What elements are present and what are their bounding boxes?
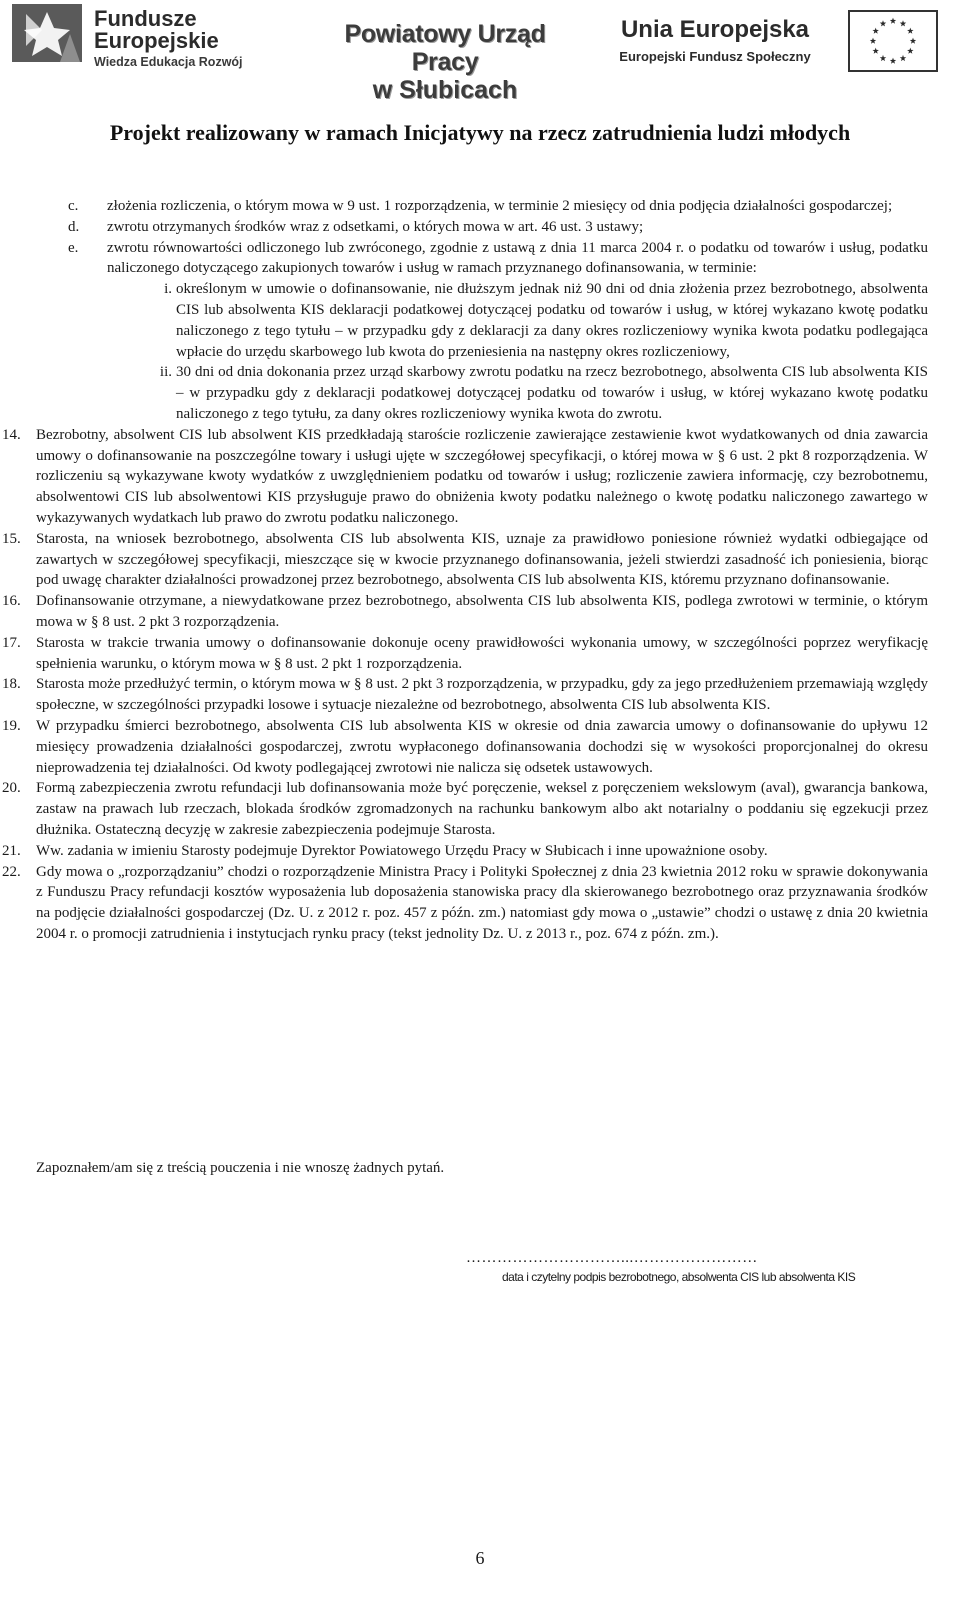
acknowledgement-statement: Zapoznałem/am się z treścią pouczenia i nie wnoszę żadnych pytań. [36, 1160, 445, 1176]
paragraph-text: Formą zabezpieczenia zwrotu refundacji lub dofinansowania może być poręczenie, weksel z poręczeniem wekslowym (aval), gwarancja bankowa, zastaw na prawach lub rzeczach, blokada środków zgromadzonych na rachunku bankowym albo akt notarialny o poddaniu się egzekucji przez dłużnika. Ostateczną decyzję w zakresie zabezpieczenia podejmuje Starosta. [36, 780, 928, 838]
page-number: 6 [475, 1548, 485, 1568]
sub-item-e [36, 238, 928, 280]
header-logos [0, 0, 960, 104]
pup-line-1: Powiatowy Urząd Pracy [344, 20, 546, 76]
roman-item-label: ii. [159, 364, 172, 381]
sub-item-text: zwrotu otrzymanych środków wraz z odsetkami, o których mowa w art. 46 ust. 3 ustawy; [107, 218, 644, 235]
paragraph-14 [2, 425, 928, 529]
paragraph-18 [2, 674, 928, 716]
paragraph-number: 22. [2, 863, 21, 880]
paragraph-number: 15. [2, 530, 21, 547]
paragraph-number: 14. [2, 426, 21, 443]
paragraph-number: 16. [2, 593, 21, 610]
signature-line: …………………………...…………………… [466, 1250, 758, 1266]
paragraph-number: 20. [2, 780, 21, 797]
fe-line-1: Fundusze [94, 6, 197, 31]
sub-item-label: e. [68, 239, 79, 256]
paragraph-22 [2, 862, 928, 945]
ue-subtitle: Europejski Fundusz Społeczny [619, 49, 811, 64]
paragraph-text: Dofinansowanie otrzymane, a niewydatkowane przez bezrobotnego, absolwenta CIS lub absolwenta KIS, podlega zwrotowi w terminie, o którym mowa w § 8 ust. 2 pkt 3 rozporządzenia. [36, 593, 928, 630]
paragraph-21 [2, 841, 928, 862]
sub-item-text: zwrotu równowartości odliczonego lub zwróconego, zgodnie z ustawą z dnia 11 marca 2004 r. o podatku od towarów i usług, podatku naliczonego dotyczącego zakupionych towarów i usług w ramach przyznanego dofinansowania, w terminie: [107, 239, 928, 277]
fe-line-2: Europejskie [94, 28, 219, 53]
paragraph-text: Starosta w trakcie trwania umowy o dofinansowanie dokonuje oceny prawidłowości wykonania umowy, w szczególności poprzez weryfikację spełnienia warunku, o którym mowa w § 8 ust. 2 pkt 1 rozporządzenia. [36, 634, 928, 672]
roman-item-i [36, 279, 928, 362]
roman-item-text: 30 dni od dnia dokonania przez urząd skarbowy zwrotu podatku na rzecz bezrobotnego, absolwenta CIS lub absolwenta KIS – w przypadku gdy z deklaracji podatkowej dotyczącej podatku od towarów i usług, w której wykazano kwotę podatku naliczonego z tego tytułu, za dany okres rozliczeniowy wynika kwota do zwrotu. [176, 364, 928, 422]
paragraph-17 [2, 633, 928, 675]
signature-caption: data i czytelny podpis bezrobotnego, absolwenta CIS lub absolwenta KIS [502, 1270, 856, 1284]
paragraph-text: Starosta może przedłużyć termin, o którym mowa w § 8 ust. 2 pkt 3 rozporządzenia, w przypadku, gdy za jego przedłużeniem przemawiają względy społeczne, w szczególności przypadki losowe i sytuacje niezależne od bezrobotnego, absolwenta CIS lub absolwenta KIS. [36, 676, 928, 714]
paragraph-number: 21. [2, 842, 21, 859]
sub-item-d [36, 217, 928, 238]
fe-star-logo-icon [12, 4, 82, 62]
roman-item-text: określonym w umowie o dofinansowanie, nie dłuższym jednak niż 90 dni od dnia złożenia przez bezrobotnego, absolwenta CIS lub absolwenta KIS deklaracji podatkowej dotyczącej podatku od towarów i usług, w której wykazano kwotę podatku naliczonego z tego tytułu – w przypadku gdy z deklaracji za dany okres rozliczeniowy wynika kwota podatku podlegająca wpłacie do urzędu skarbowego lub kwota do przeniesienia na następny okres rozliczeniowy, [176, 281, 928, 360]
project-title: Projekt realizowany w ramach Inicjatywy na rzecz zatrudnienia ludzi młodych [109, 120, 851, 145]
paragraph-number: 19. [2, 717, 21, 734]
pup-line-2: w Słubicach [372, 76, 518, 104]
sub-item-text: złożenia rozliczenia, o którym mowa w 9 ust. 1 rozporządzenia, w terminie 2 miesięcy od dnia podjęcia działalności gospodarczej; [107, 198, 893, 214]
paragraph-text: Ww. zadania w imieniu Starosty podejmuje Dyrektor Powiatowego Urzędu Pracy w Słubicach i inne upoważnione osoby. [36, 842, 768, 859]
paragraph-text: Starosta, na wniosek bezrobotnego, absolwenta CIS lub absolwenta KIS, uznaje za prawidłowo poniesione również wydatki odbiegające od zawartych w szczegółowej specyfikacji, mieszczące się w kwocie przyznanego dofinansowania, jeżeli stwierdzi zasadność ich poniesienia, biorąc pod uwagę charakter działalności prowadzonej przez bezrobotnego, absolwenta CIS lub absolwenta KIS, któremu przyznano dofinansowanie. [36, 530, 928, 589]
paragraph-15 [2, 529, 928, 591]
pup-slubice-logo [315, 20, 575, 104]
unia-europejska-logo [610, 10, 950, 80]
sub-item-c [36, 196, 928, 217]
ue-title: Unia Europejska [620, 16, 810, 43]
document-body [2, 196, 928, 945]
eu-flag-icon [848, 10, 938, 72]
roman-item-ii [36, 362, 928, 424]
paragraph-number: 18. [2, 676, 21, 693]
paragraph-text: Gdy mowa o „rozporządzaniu” chodzi o rozporządzenie Ministra Pracy i Polityki Społecznej z dnia 23 kwietnia 2012 roku w sprawie dokonywania z Funduszu Pracy refundacji kosztów wyposażenia lub doposażenia stanowiska pracy dla skierowanego bezrobotnego oraz przyznawania środków na podjęcie działalności gospodarczej (Dz. U. z 2012 r. poz. 457 z późn. zm.) natomiast gdy mowa o „ustawie” chodzi o ustawę z dnia 20 kwietnia 2004 r. o promocji zatrudnienia i instytucjach rynku pracy (tekst jednolity Dz. U. z 2013 r., poz. 674 z późn. zm.). [36, 863, 928, 942]
paragraph-text: Bezrobotny, absolwent CIS lub absolwent KIS przedkładają staroście rozliczenie zawierające zestawienie kwot wydatkowanych od dnia zawarcia umowy o dofinansowanie na poszczególne towary i usługi ujęte w szczegółowej specyfikacji, o której mowa w § 6 ust. 2 pkt 8 rozporządzenia. W rozliczeniu są wykazywane kwoty wydatków z uwzględnieniem podatku od towarów i usług; rozliczenie zawiera informację, czy bezrobotnemu, absolwentowi CIS lub absolwentowi KIS przysługuje prawo do obniżenia kwoty podatku należnego o kwotę podatku naliczonego zawartego w wykazywanych wydatkach lub prawo do zwrotu podatku naliczonego. [36, 426, 928, 526]
paragraph-16 [2, 591, 928, 633]
paragraph-text: W przypadku śmierci bezrobotnego, absolwenta CIS lub absolwenta KIS w okresie od dnia zawarcia umowy o dofinansowanie do upływu 12 miesięcy prowadzenia działalności gospodarczej, zwrotu wypłaconego dofinansowania dochodzi się w wysokości proporcjonalnej do okresu nieprowadzenia tej działalności. Od kwoty podlegającej zwrotowi nie nalicza się odsetek ustawowych. [36, 717, 928, 776]
paragraph-19 [2, 716, 928, 778]
fundusze-europejskie-logo [12, 2, 282, 88]
sub-item-label: c. [68, 198, 79, 214]
roman-item-label: i. [164, 281, 172, 298]
paragraph-20 [2, 778, 928, 840]
fe-tagline: Wiedza Edukacja Rozwój [94, 55, 243, 69]
sub-item-label: d. [68, 218, 80, 235]
paragraph-number: 17. [2, 634, 21, 651]
